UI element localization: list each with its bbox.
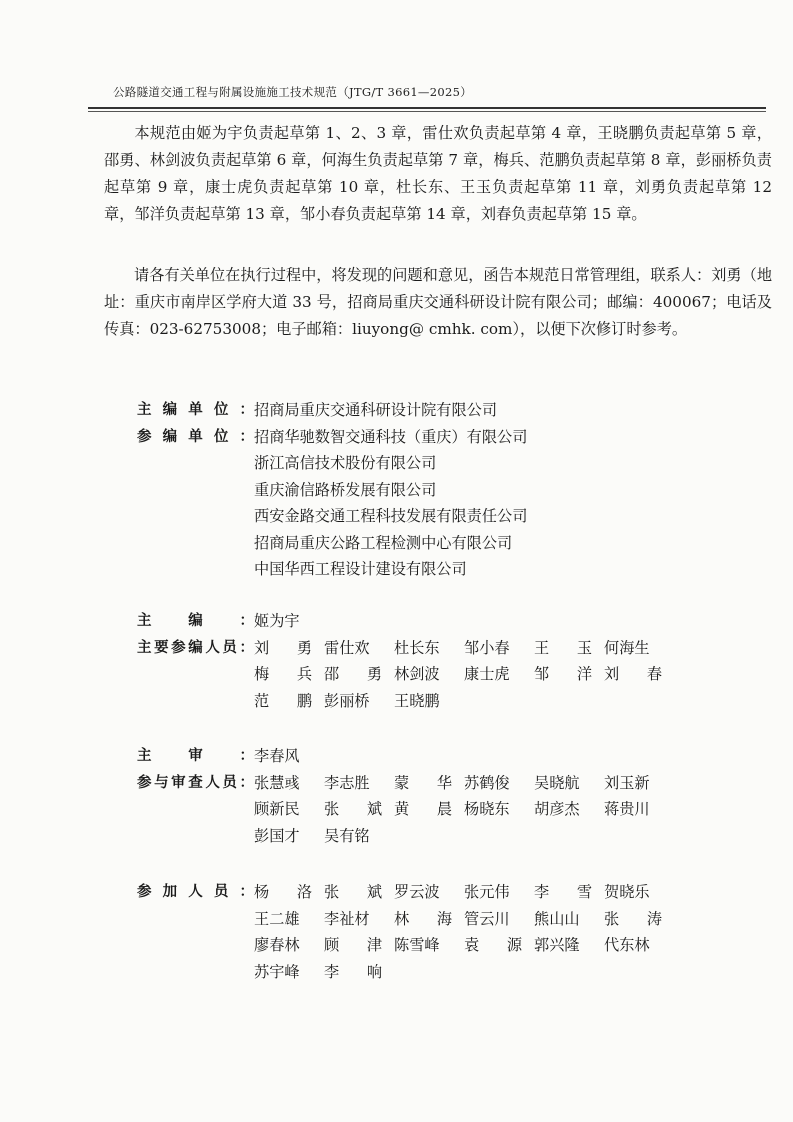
person-name: 邹小春: [464, 638, 510, 657]
contact-text: 请各有关单位在执行过程中，将发现的问题和意见，函告本规范日常管理组，联系人：刘勇（地址：重庆市南岸区学府大道 33 号，招商局重庆交通科研设计院有限公司；邮编：400067；电话及传真：023-62753008；电子邮箱：liuyong@ cmhk. com），以便下次修订时参考。: [104, 266, 772, 338]
chief-unit-label: [137, 397, 254, 424]
participants-label: [137, 879, 254, 906]
person-name: 杨晓东: [464, 800, 510, 818]
person-name: 康士虎: [464, 665, 510, 683]
contact-paragraph: [104, 262, 772, 343]
label-char: 主: [137, 402, 152, 418]
person-name: 邹 洋: [534, 665, 592, 683]
review-section: [137, 743, 674, 849]
person-name: 袁 源: [464, 936, 522, 954]
label-char: 审: [171, 774, 186, 791]
names-row: [137, 906, 674, 933]
person-name: 廖春林: [254, 936, 300, 954]
person-name: 刘玉新: [604, 773, 650, 792]
label-char: ：: [239, 884, 254, 900]
label-char: 加: [162, 884, 178, 900]
person-name: 罗云波: [394, 883, 440, 901]
person-name: 熊山山: [534, 909, 580, 928]
names-row: [137, 688, 674, 715]
person-name: 刘 勇: [254, 638, 312, 657]
names-row: [137, 635, 674, 662]
names-row: [137, 823, 674, 850]
drafting-paragraph: [104, 120, 772, 228]
person-name: 李 雪: [534, 883, 592, 901]
chief-reviewer-label: [137, 743, 254, 770]
names-row: [137, 796, 674, 823]
person-name: 顾新民: [254, 800, 300, 818]
label-char: 人: [188, 884, 203, 900]
label-char: 员: [213, 884, 229, 900]
label-char: 位: [213, 428, 229, 445]
person-name: 李 响: [324, 962, 382, 981]
chief-unit: 招商局重庆交通科研设计院有限公司: [254, 401, 497, 419]
participating-unit: 招商华驰数智交通科技（重庆）有限公司: [254, 427, 528, 446]
reviewers-list: [137, 770, 674, 850]
person-name: 杨 洛: [254, 883, 312, 901]
participants-list: [137, 879, 674, 985]
person-name: 代东林: [604, 936, 650, 954]
chief-editor: 姬为宇: [254, 612, 300, 630]
label-char: 主: [137, 748, 152, 764]
label-char: 主: [137, 639, 152, 656]
person-name: 蒋贵川: [604, 800, 650, 818]
person-name: 吴晓航: [534, 773, 580, 792]
person-name: 邵 勇: [324, 665, 382, 683]
label-char: 单: [188, 402, 203, 418]
person-name: 杜长东: [394, 638, 440, 657]
person-name: 彭国才: [254, 826, 300, 845]
label-char: 查: [188, 774, 203, 791]
participating-unit: 浙江高信技术股份有限公司: [254, 454, 437, 472]
participating-unit: 中国华西工程设计建设有限公司: [254, 560, 467, 578]
label-char: ：: [239, 402, 254, 418]
person-name: 雷仕欢: [324, 638, 370, 657]
label-char: ：: [239, 613, 254, 629]
person-name: 黄 晨: [394, 800, 452, 818]
person-name: 李志胜: [324, 773, 370, 792]
person-name: 吴有铭: [324, 826, 370, 845]
chief-editor-label: [137, 608, 254, 635]
participating-units-list: [137, 424, 527, 583]
label-char: 参: [137, 774, 152, 791]
header-rule: [88, 107, 766, 109]
person-name: 刘 春: [604, 665, 662, 683]
label-char: 主: [137, 613, 152, 629]
participating-unit: 西安金路交通工程科技发展有限责任公司: [254, 507, 528, 525]
names-row: [137, 770, 674, 797]
label-char: 人: [205, 774, 220, 791]
participants-section: [137, 879, 674, 985]
names-row: [137, 661, 674, 688]
label-char: 参: [137, 428, 152, 445]
participating-unit: 重庆渝信路桥发展有限公司: [254, 480, 437, 499]
drafting-text: 本规范由姬为宇负责起草第 1、2、3 章，雷仕欢负责起草第 4 章，王晓鹏负责起草第 5 章，邵勇、林剑波负责起草第 6 章，何海生负责起草第 7 章，梅兵、范鹏负责起草第 8 章，彭丽桥负责起草第 9 章，康士虎负责起草第 10 章，杜长东、王玉负责起草第 11 章，刘勇负责起草第 12 章，邹洋负责起草第 13 章，邹小春负责起草第 14 章，刘春负责起草第 15 章。: [104, 124, 772, 223]
person-name: 管云川: [464, 909, 510, 928]
label-char: 参: [137, 884, 152, 900]
person-name: 顾 津: [324, 936, 382, 954]
participating-unit: 招商局重庆公路工程检测中心有限公司: [254, 533, 513, 552]
label-char: 单: [188, 428, 203, 445]
label-char: ：: [239, 774, 254, 791]
person-name: 何海生: [604, 638, 650, 657]
label-char: 编: [162, 428, 178, 445]
person-name: 彭丽桥: [324, 691, 370, 710]
person-name: 陈雪峰: [394, 936, 440, 954]
participating-unit-label: [137, 424, 254, 451]
label-char: ：: [239, 748, 254, 764]
label-char: 员: [222, 639, 237, 656]
person-name: 苏宇峰: [254, 962, 300, 981]
chief-reviewer: 李春风: [254, 747, 300, 765]
person-name: 贺晓乐: [604, 883, 650, 901]
editors-section: [137, 608, 674, 714]
person-name: 梅 兵: [254, 665, 312, 683]
main-editors-label: [137, 635, 254, 662]
person-name: 张 斌: [324, 883, 382, 901]
person-name: 林剑波: [394, 665, 440, 683]
person-name: 王二雄: [254, 909, 300, 928]
running-header: 公路隧道交通工程与附属设施施工技术规范（JTG/T 3661—2025）: [113, 85, 472, 99]
person-name: 李祉材: [324, 909, 370, 928]
person-name: 胡彦杰: [534, 800, 580, 818]
label-char: 参: [171, 639, 186, 656]
label-char: ：: [239, 428, 254, 445]
label-char: ：: [239, 639, 254, 656]
names-row: [137, 879, 674, 906]
label-char: 编: [162, 402, 178, 418]
person-name: 王晓鹏: [394, 691, 440, 710]
person-name: 王 玉: [534, 638, 592, 657]
person-name: 张慧彧: [254, 773, 300, 792]
person-name: 蒙 华: [394, 773, 452, 792]
person-name: 张元伟: [464, 883, 510, 901]
person-name: 林 海: [394, 909, 452, 928]
label-char: 员: [222, 774, 237, 791]
person-name: 苏鹤俊: [464, 773, 510, 792]
units-section: [137, 397, 527, 583]
reviewers-label: [137, 770, 254, 797]
label-char: 要: [154, 639, 169, 656]
main-editors-list: [137, 635, 674, 715]
person-name: 张 斌: [324, 800, 382, 818]
person-name: 郭兴隆: [534, 936, 580, 954]
label-char: 审: [188, 748, 203, 764]
names-row: [137, 959, 674, 986]
person-name: 张 涛: [604, 909, 662, 928]
label-char: 与: [154, 774, 169, 791]
header-rule-thin: [88, 111, 766, 112]
label-char: 编: [188, 639, 203, 656]
label-char: 位: [213, 402, 229, 418]
names-row: [137, 932, 674, 959]
label-char: 编: [188, 613, 203, 629]
label-char: 人: [205, 639, 220, 656]
person-name: 范 鹏: [254, 691, 312, 710]
